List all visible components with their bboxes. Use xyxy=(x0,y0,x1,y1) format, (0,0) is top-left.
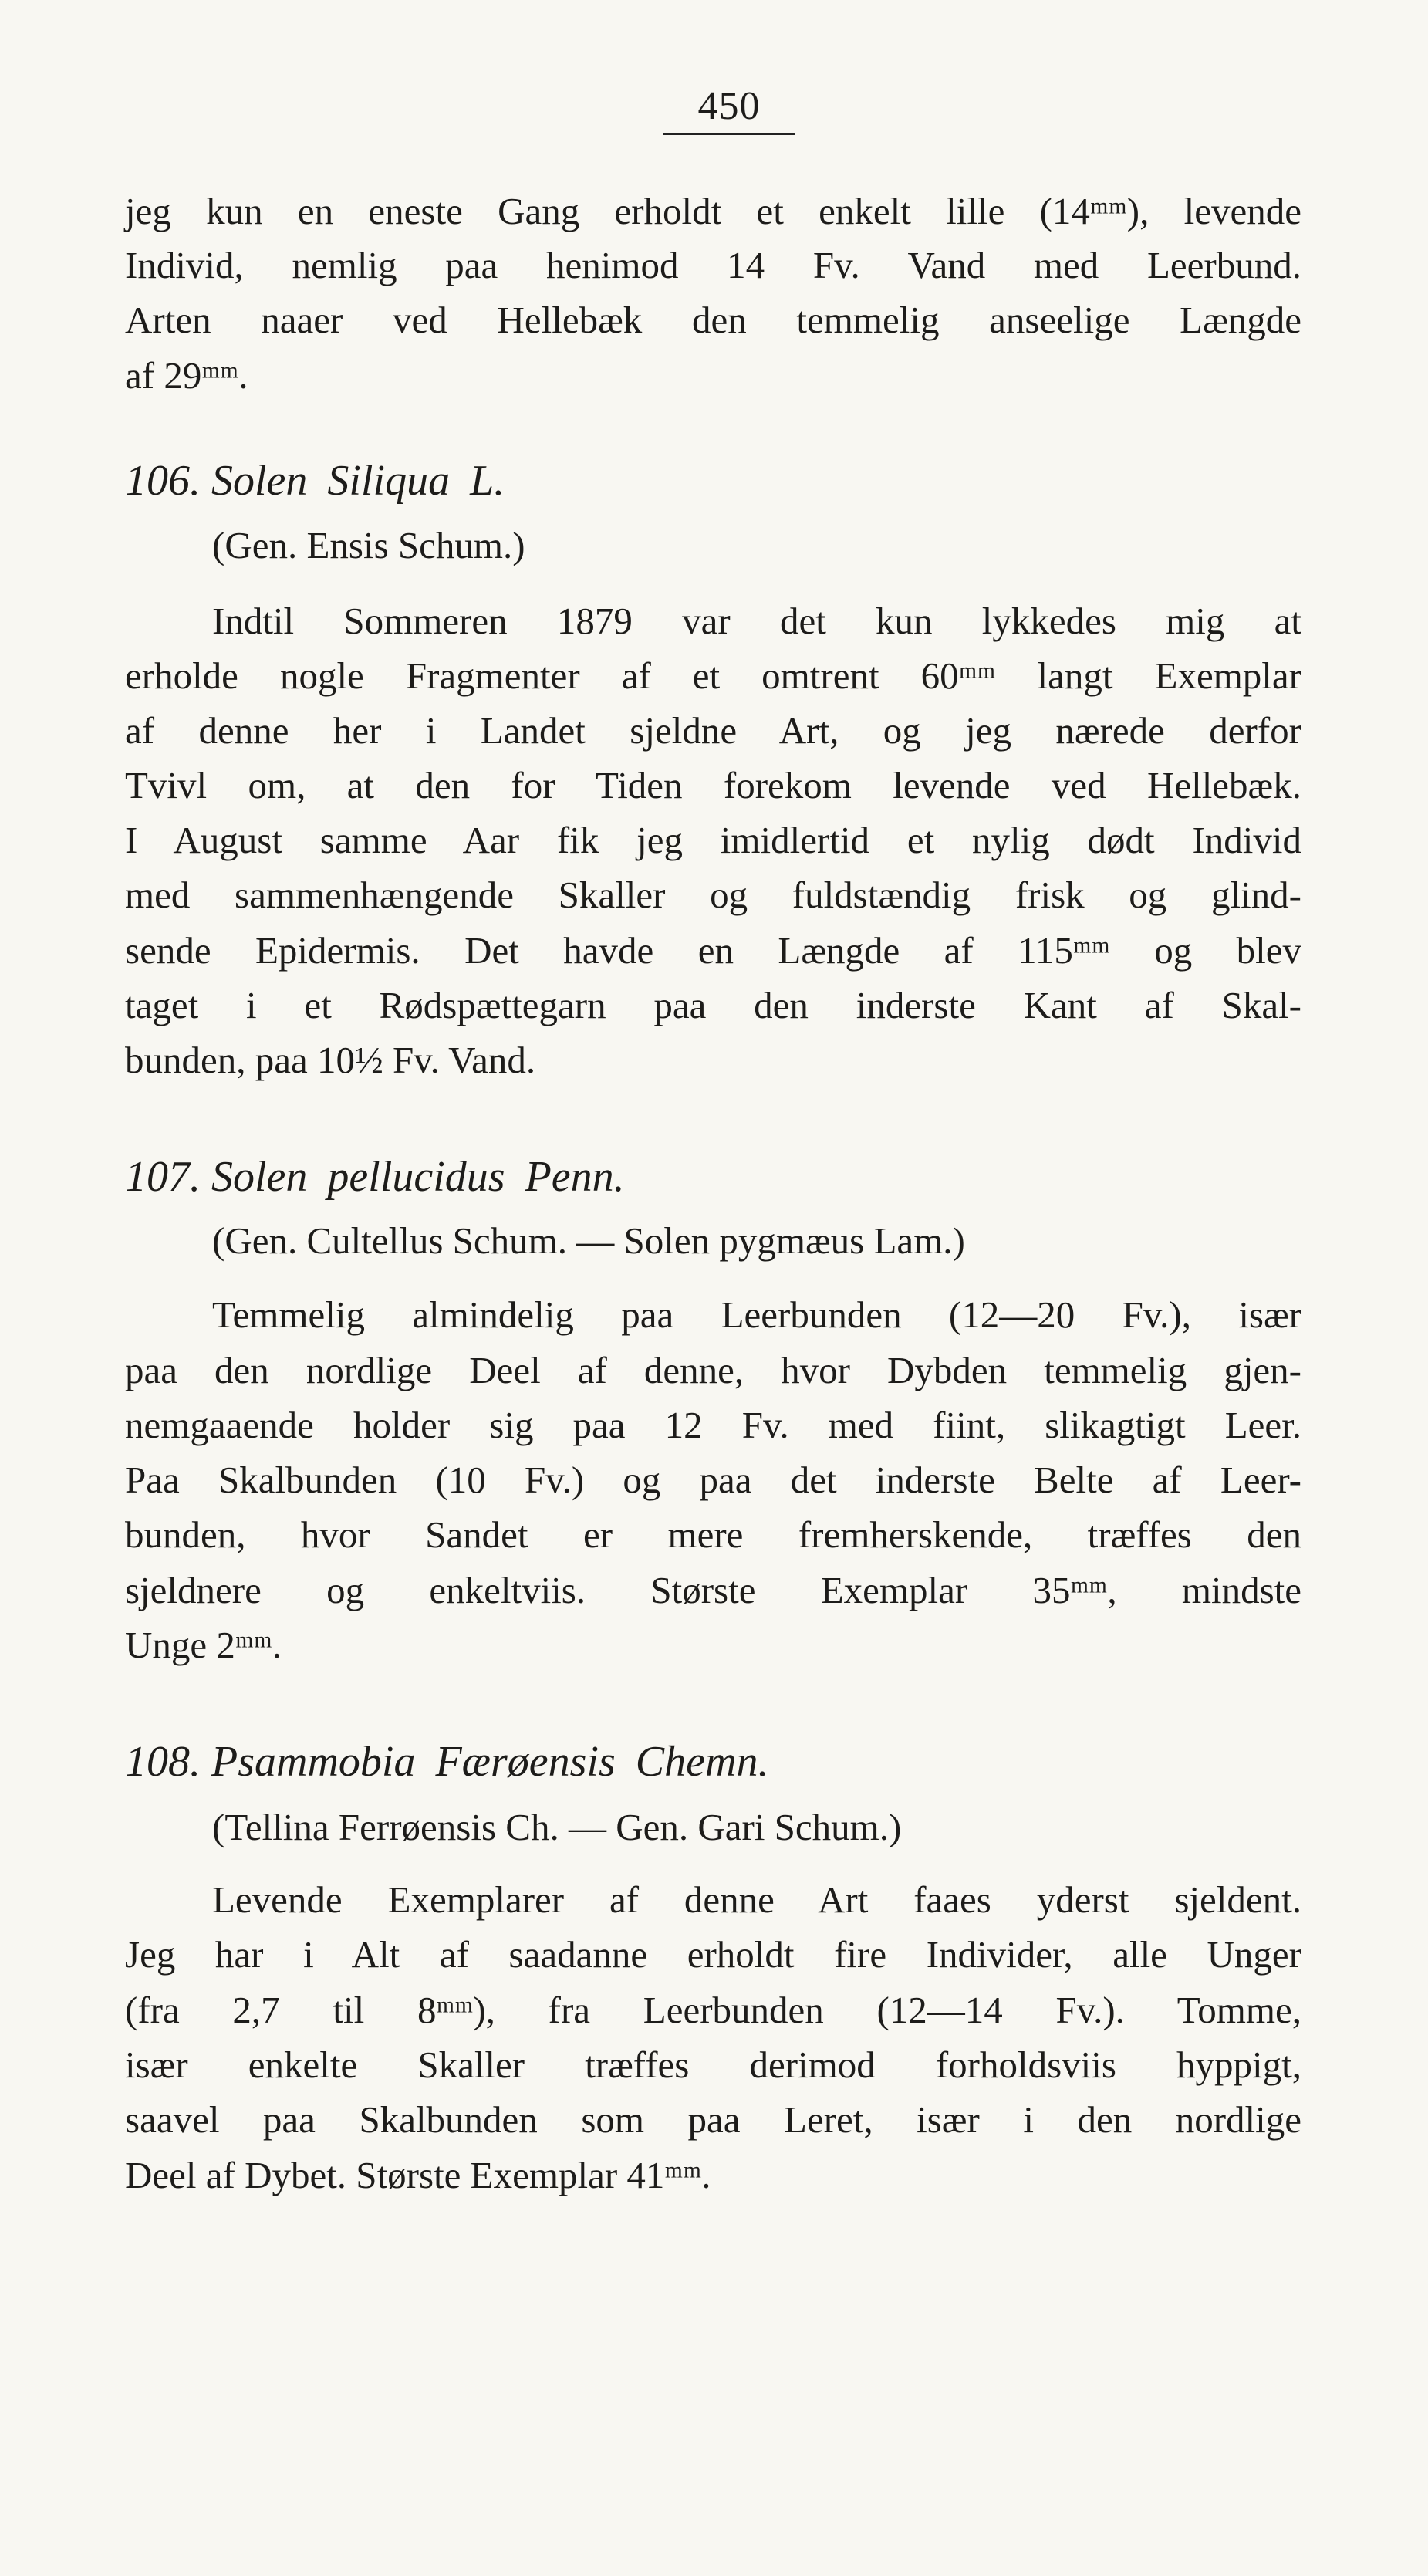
body-line: Unge 2ᵐᵐ. xyxy=(125,1624,282,1666)
intro-line: Arten naaer ved Hellebæk den temmelig anseelige Længde xyxy=(125,299,1301,341)
body-line: bunden, hvor Sandet er mere fremherskende, træffes den xyxy=(125,1513,1301,1556)
body-line: med sammenhængende Skaller og fuldstændig frisk og glind- xyxy=(125,874,1301,916)
body-line: af denne her i Landet sjeldne Art, og jeg nærede derfor xyxy=(125,709,1301,752)
body-line: Temmelig almindelig paa Leerbunden (12—20 Fv.), især xyxy=(212,1293,1301,1336)
body-line: (fra 2,7 til 8ᵐᵐ), fra Leerbunden (12—14 Fv.). Tomme, xyxy=(125,1989,1301,2031)
section-number: 106. xyxy=(125,457,201,505)
body-line: sende Epidermis. Det havde en Længde af 115ᵐᵐ og blev xyxy=(125,929,1301,972)
section-number: 107. xyxy=(125,1153,201,1201)
body-line: især enkelte Skaller træffes derimod forholdsviis hyppigt, xyxy=(125,2044,1301,2086)
synonym-line: (Gen. Ensis Schum.) xyxy=(212,524,525,566)
body-line: Paa Skalbunden (10 Fv.) og paa det inderste Belte af Leer- xyxy=(125,1459,1301,1501)
body-line: Tvivl om, at den for Tiden forekom levende ved Hellebæk. xyxy=(125,764,1301,806)
body-line: sjeldnere og enkeltviis. Største Exemplar 35ᵐᵐ, mindste xyxy=(125,1569,1301,1611)
section-heading xyxy=(125,1150,625,1204)
body-line: erholde nogle Fragmenter af et omtrent 60ᵐᵐ langt Exemplar xyxy=(125,654,1301,697)
page-number: 450 xyxy=(663,83,795,135)
synonym-line: (Tellina Ferrøensis Ch. — Gen. Gari Schum.) xyxy=(212,1806,902,1848)
species-name: Psammobia Færøensis Chemn. xyxy=(211,1738,769,1786)
section-number: 108. xyxy=(125,1738,201,1786)
body-line: Levende Exemplarer af denne Art faaes yderst sjeldent. xyxy=(212,1878,1301,1921)
body-line: nemgaaende holder sig paa 12 Fv. med fiint, slikagtigt Leer. xyxy=(125,1404,1301,1446)
body-line: bunden, paa 10½ Fv. Vand. xyxy=(125,1039,536,1081)
synonym-line: (Gen. Cultellus Schum. — Solen pygmæus Lam.) xyxy=(212,1219,965,1262)
body-line: I August samme Aar fik jeg imidlertid et nylig dødt Individ xyxy=(125,819,1301,861)
intro-line: jeg kun en eneste Gang erholdt et enkelt lille (14ᵐᵐ), levende xyxy=(125,190,1301,232)
intro-line: af 29ᵐᵐ. xyxy=(125,354,248,397)
section-heading xyxy=(125,1735,768,1789)
body-line: Jeg har i Alt af saadanne erholdt fire Individer, alle Unger xyxy=(125,1933,1301,1976)
body-line: saavel paa Skalbunden som paa Leret, især i den nordlige xyxy=(125,2098,1301,2141)
species-name: Solen pellucidus Penn. xyxy=(211,1153,625,1201)
body-line: Indtil Sommeren 1879 var det kun lykkedes mig at xyxy=(212,600,1301,642)
section-heading xyxy=(125,454,505,508)
body-line: taget i et Rødspættegarn paa den inderste Kant af Skal- xyxy=(125,984,1301,1026)
intro-line: Individ, nemlig paa henimod 14 Fv. Vand med Leerbund. xyxy=(125,244,1301,286)
body-line: paa den nordlige Deel af denne, hvor Dybden temmelig gjen- xyxy=(125,1349,1301,1391)
body-line: Deel af Dybet. Største Exemplar 41ᵐᵐ. xyxy=(125,2154,711,2196)
species-name: Solen Siliqua L. xyxy=(211,457,505,505)
